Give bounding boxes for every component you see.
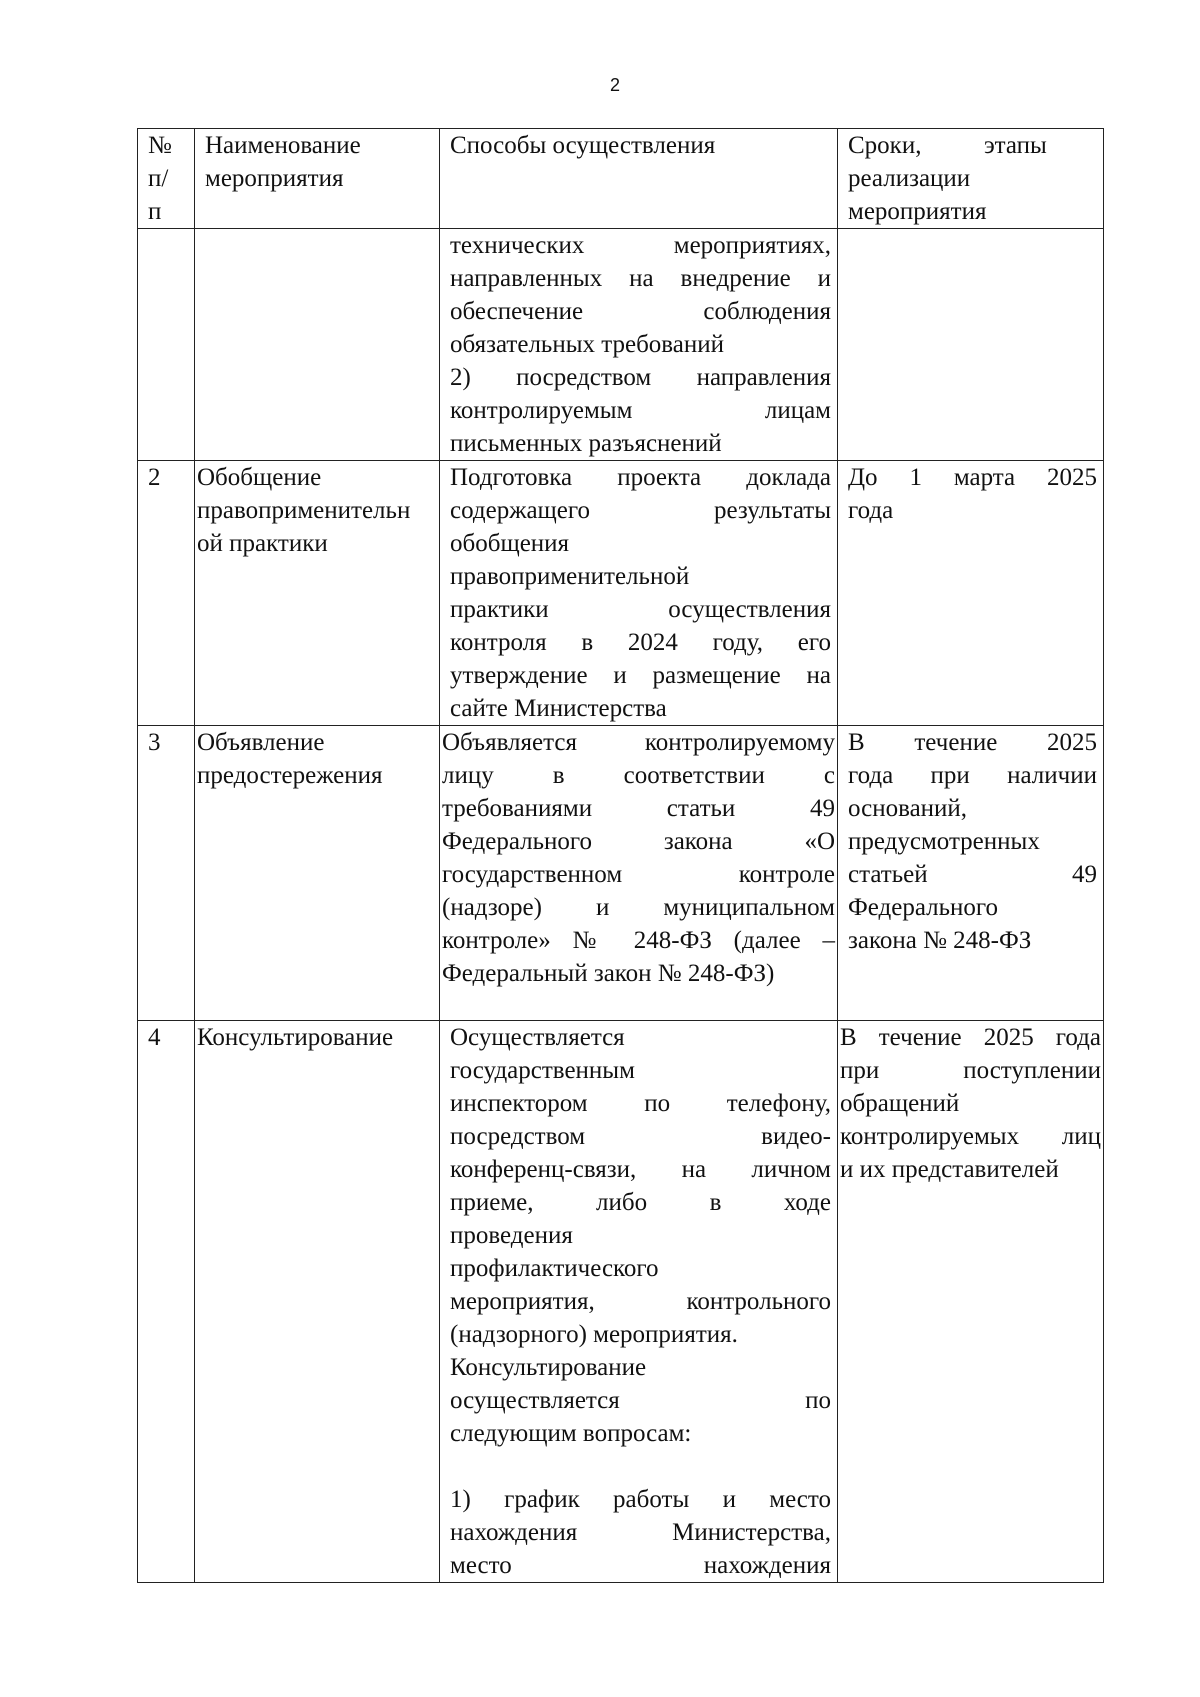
method-line: (надзорного) мероприятия. [450,1321,738,1348]
method-line: осуществляется по [450,1387,831,1414]
method-line: мероприятия, контрольного [450,1288,831,1315]
row-measure-name [195,726,440,1021]
row-terms [838,461,1104,726]
terms-line: и их представителей [840,1156,1059,1183]
table-row [138,229,1104,461]
terms-line: До 1 марта 2025 [848,464,1097,491]
method-line: посредством видео- [450,1123,831,1150]
name-line: предостережения [197,762,383,789]
row-method [440,229,838,461]
terms-line: контролируемых лиц [840,1123,1101,1150]
header-terms-line: мероприятия [848,198,987,225]
method-line: требованиями статьи 49 [442,795,835,822]
row-method [440,461,838,726]
method-line: инспектором по телефону, [450,1090,831,1117]
table-header-row [138,129,1104,229]
terms-line: предусмотренных [848,828,1040,855]
terms-line: оснований, [848,795,968,822]
row-number [138,229,195,461]
row-measure-name [195,1021,440,1583]
row-number: 3 [138,726,195,1021]
method-line: следующим вопросам: [450,1420,692,1447]
method-line: конференц-связи, на личном [450,1156,831,1183]
name-line: правоприменительн [197,497,411,524]
terms-line: Федерального [848,894,999,921]
header-name-line: мероприятия [205,165,344,192]
page-number: 2 [609,75,620,95]
method-line: обеспечение соблюдения [450,298,831,325]
method-line: контроле» № 248-ФЗ (далее – [442,927,835,954]
header-method-line: Способы осуществления [450,132,716,159]
method-line: обобщения [450,530,570,557]
method-line: обязательных требований [450,331,724,358]
row-number: 4 [138,1021,195,1583]
table-row [138,461,1104,726]
header-number [138,129,195,229]
header-number-line: № [148,132,172,159]
row-terms [838,229,1104,461]
method-line: сайте Министерства [450,695,667,722]
terms-line: статьей 49 [848,861,1097,888]
header-name-line: Наименование [205,132,361,159]
method-line: технических мероприятиях, [450,232,831,259]
terms-line: года [848,497,894,524]
method-line: практики осуществления [450,596,831,623]
table-row [138,726,1104,1021]
method-line: государственном контроле [442,861,835,888]
terms-line: обращений [840,1090,960,1117]
header-number-line: п [148,198,162,225]
terms-line: В течение 2025 года [840,1024,1101,1051]
method-line: нахождения Министерства, [450,1519,831,1546]
row-terms [838,726,1104,1021]
method-line: контроля в 2024 году, его [450,629,831,656]
method-line: утверждение и размещение на [450,662,831,689]
name-line: Объявление [197,729,325,756]
method-line: Консультирование [450,1354,647,1381]
method-line: содержащего результаты [450,497,831,524]
method-line: приеме, либо в ходе [450,1189,831,1216]
method-line: контролируемым лицам [450,397,831,424]
row-method [440,1021,838,1583]
terms-line: года при наличии [848,762,1097,789]
name-line: Консультирование [197,1024,394,1051]
measures-table [137,128,1104,1583]
method-line: Осуществляется [450,1024,625,1051]
method-line: государственным [450,1057,635,1084]
header-terms-line: Сроки, этапы [848,132,1047,159]
terms-line: при поступлении [840,1057,1101,1084]
method-line: профилактического [450,1255,659,1282]
method-line: место нахождения [450,1552,831,1579]
method-line: лицу в соответствии с [442,762,835,789]
method-line: 2) посредством направления [450,364,831,391]
header-terms [838,129,1104,229]
row-measure-name [195,461,440,726]
method-line: Объявляется контролируемому [442,729,835,756]
method-line: письменных разъяснений [450,430,722,457]
header-method [440,129,838,229]
row-measure-name [195,229,440,461]
header-measure-name [195,129,440,229]
terms-line: В течение 2025 [848,729,1097,756]
method-line: (надзоре) и муниципальном [442,894,835,921]
method-line: направленных на внедрение и [450,265,831,292]
method-line: Федеральный закон № 248-ФЗ) [442,960,775,987]
row-terms [838,1021,1104,1583]
name-line: Обобщение [197,464,322,491]
header-number-line: п/ [148,165,169,192]
method-line: правоприменительной [450,563,690,590]
method-line: проведения [450,1222,573,1249]
terms-line: закона № 248-ФЗ [848,927,1032,954]
name-line: ой практики [197,530,328,557]
table-row [138,1021,1104,1583]
header-terms-line: реализации [848,165,971,192]
row-number: 2 [138,461,195,726]
method-line: 1) график работы и место [450,1486,831,1513]
method-line: Подготовка проекта доклада [450,464,831,491]
row-method [440,726,838,1021]
method-blank-line [450,1450,831,1483]
method-line: Федерального закона «О [442,828,835,855]
